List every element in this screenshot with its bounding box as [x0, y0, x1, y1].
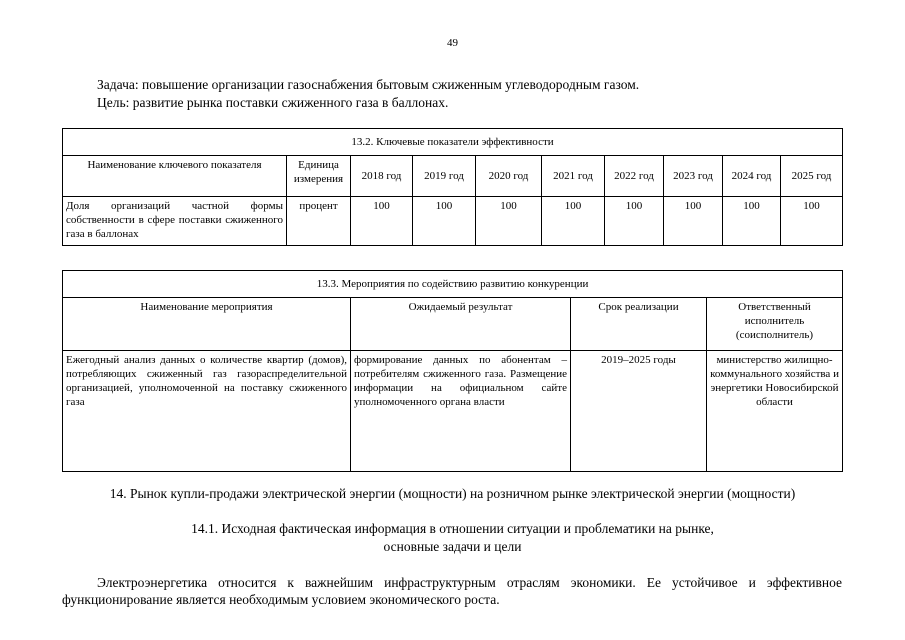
body-paragraph	[62, 574, 842, 608]
section-14-1-line1: 14.1. Исходная фактическая информация в отношении ситуации и проблематики на рынке,	[191, 521, 714, 536]
kpi-value: 100	[781, 197, 843, 246]
goal-statement: Цель: развитие рынка поставки сжиженного газа в баллонах.	[97, 95, 449, 110]
measures-header-name: Наименование мероприятия	[63, 298, 351, 351]
kpi-header-year: 2024 год	[723, 156, 781, 197]
table-row	[63, 197, 843, 246]
kpi-header-year: 2023 год	[664, 156, 723, 197]
kpi-indicator-name: Доля организаций частной формы собственности в сфере поставки сжиженного газа в баллонах	[63, 197, 287, 246]
kpi-header-unit: Единица измерения	[287, 156, 351, 197]
measures-header-result: Ожидаемый результат	[351, 298, 571, 351]
kpi-unit: процент	[287, 197, 351, 246]
table-row	[63, 351, 843, 472]
section-14-1-line2: основные задачи и цели	[383, 539, 522, 554]
kpi-value: 100	[351, 197, 413, 246]
section-14-heading: 14. Рынок купли-продажи электрической энергии (мощности) на розничном рынке электрической энергии (мощности)	[109, 486, 796, 501]
measure-name: Ежегодный анализ данных о количестве квартир (домов), потребляющих сжиженный газ газораспределительной организацией, уполномоченной на поставку сжиженного газа	[63, 351, 351, 472]
kpi-value: 100	[723, 197, 781, 246]
measures-header-term: Срок реализации	[571, 298, 707, 351]
kpi-value: 100	[476, 197, 542, 246]
section-14-1-heading	[0, 520, 905, 556]
measure-term: 2019–2025 годы	[571, 351, 707, 472]
kpi-header-year: 2019 год	[413, 156, 476, 197]
kpi-header-year: 2021 год	[542, 156, 605, 197]
kpi-header-year: 2018 год	[351, 156, 413, 197]
kpi-header-name: Наименование ключевого показателя	[63, 156, 287, 197]
measures-caption: 13.3. Мероприятия по содействию развитию конкуренции	[63, 271, 843, 298]
kpi-header-year: 2020 год	[476, 156, 542, 197]
body-paragraph-text: Электроэнергетика относится к важнейшим инфраструктурным отраслям экономики. Ее устойчивое и эффективное функционирование является необходимым условием экономического роста.	[62, 575, 842, 607]
measures-table	[62, 270, 843, 472]
measure-responsible: министерство жилищно-коммунального хозяйства и энергетики Новосибирской области	[707, 351, 843, 472]
kpi-header-year: 2022 год	[605, 156, 664, 197]
measures-header-responsible: Ответственный исполнитель (соисполнитель)	[707, 298, 843, 351]
kpi-caption: 13.2. Ключевые показатели эффективности	[63, 129, 843, 156]
page-number: 49	[447, 37, 458, 49]
kpi-table	[62, 128, 843, 246]
kpi-value: 100	[605, 197, 664, 246]
kpi-value: 100	[542, 197, 605, 246]
kpi-header-year: 2025 год	[781, 156, 843, 197]
measure-result: формирование данных по абонентам – потребителям сжиженного газа. Размещение информации на официальном сайте уполномоченного органа власти	[351, 351, 571, 472]
task-statement: Задача: повышение организации газоснабжения бытовым сжиженным углеводородным газом.	[97, 77, 640, 92]
kpi-value: 100	[413, 197, 476, 246]
kpi-value: 100	[664, 197, 723, 246]
